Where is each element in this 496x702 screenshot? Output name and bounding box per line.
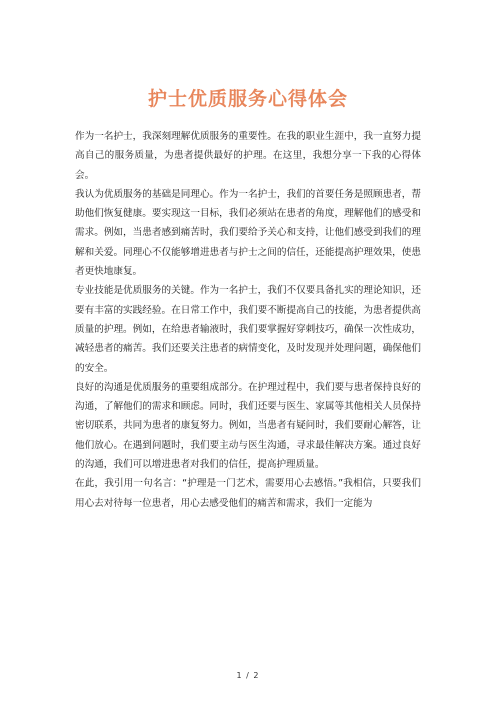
paragraph-skills: 专业技能是优质服务的关键。作为一名护士，我们不仅要具备扎实的理论知识，还要有丰富的实践经验。在日常工作中，我们要不断提高自己的技能，为患者提供高质量的护理。例如，在给患者输液时，我们要掌握好穿刺技巧，确保一次性成功，减轻患者的痛苦。我们还要关注患者的病情变化，及时发现并处理问题，确保他们的安全。	[75, 285, 421, 374]
page-number: 1 / 2	[236, 671, 260, 680]
document-title: 护士优质服务心得体会	[147, 88, 348, 110]
paragraph-communication: 良好的沟通是优质服务的重要组成部分。在护理过程中，我们要与患者保持良好的沟通，了解他们的需求和顾虑。同时，我们还要与医生、家属等其他相关人员保持密切联系，共同为患者的康复努力。例如，当患者有疑问时，我们要耐心解答，让他们放心。在遇到问题时，我们要主动与医生沟通，寻求最佳解决方案。通过良好的沟通，我们可以增进患者对我们的信任，提高护理质量。	[75, 381, 421, 471]
paragraph-quote: 在此，我引用一句名言：“护理是一门艺术，需要用心去感悟。”我相信，只要我们用心去对待每一位患者，用心去感受他们的痛苦和需求，我们一定能为	[75, 478, 421, 509]
paragraph-intro: 作为一名护士，我深刻理解优质服务的重要性。在我的职业生涯中，我一直努力提高自己的服务质量，为患者提供最好的护理。在这里，我想分享一下我的心得体会。	[75, 131, 421, 181]
paragraph-empathy: 我认为优质服务的基础是同理心。作为一名护士，我们的首要任务是照顾患者，帮助他们恢复健康。要实现这一目标，我们必须站在患者的角度，理解他们的感受和需求。例如，当患者感到痛苦时，我们要给予关心和支持，让他们感受到我们的理解和关爱。同理心不仅能够增进患者与护士之间的信任，还能提高护理效果，使患者更快地康复。	[75, 188, 421, 278]
document-body	[75, 127, 421, 513]
